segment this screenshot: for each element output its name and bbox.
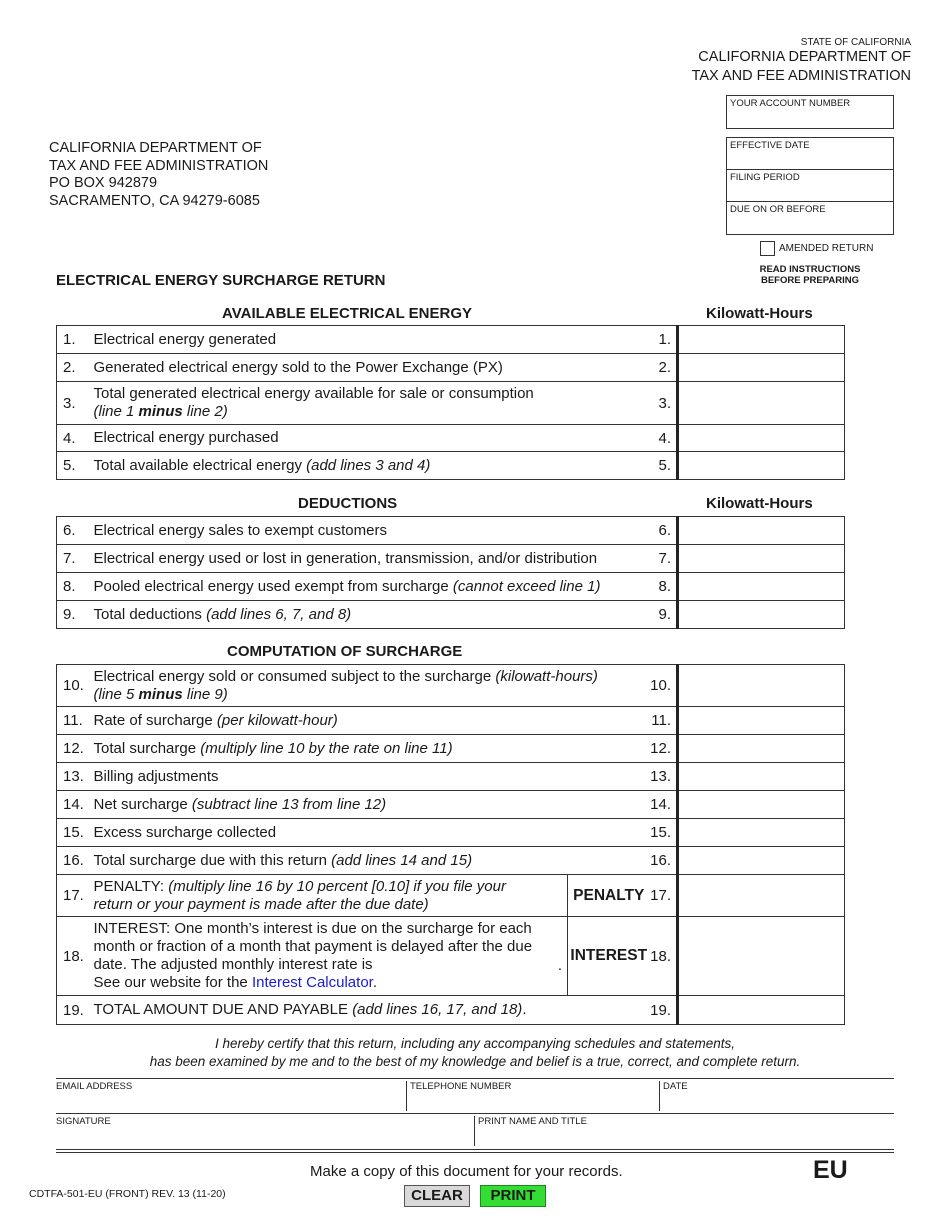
amended-return — [760, 241, 873, 256]
deductions-table — [56, 516, 845, 629]
amended-return-checkbox[interactable] — [760, 241, 775, 256]
line-text: . — [522, 1001, 527, 1018]
account-info-box — [726, 137, 894, 235]
print-name-label: PRINT NAME AND TITLE — [478, 1116, 587, 1127]
line-text: Electrical energy sold or consumed subject to the surcharge — [93, 667, 496, 685]
line-note: (line 1 — [93, 403, 139, 420]
date-field[interactable] — [659, 1081, 894, 1111]
agency-line-1: CALIFORNIA DEPARTMENT OF — [698, 49, 911, 65]
table-row — [57, 573, 845, 601]
line-ref: 17. — [650, 875, 678, 917]
line-ref: 19. — [650, 996, 678, 1025]
line-description — [90, 763, 650, 791]
table-row — [57, 847, 845, 875]
line-14-amount[interactable] — [678, 791, 845, 819]
line-description — [90, 452, 650, 480]
date-label: DATE — [663, 1081, 688, 1092]
line-description — [90, 707, 650, 735]
line-text: Total generated electrical energy available for sale or consumption — [93, 385, 534, 402]
line-note-bold: minus — [138, 685, 183, 703]
line-description — [90, 819, 650, 847]
line-note: line 2) — [182, 403, 228, 420]
table-row — [57, 819, 845, 847]
interest-label: INTEREST — [568, 917, 650, 996]
line-10-amount[interactable] — [678, 665, 845, 707]
table-row — [57, 354, 845, 382]
line-text: Excess surcharge collected — [93, 823, 277, 841]
signature-row — [56, 1113, 894, 1148]
line-number: 16. — [57, 847, 90, 875]
line-text: Electrical energy generated — [93, 330, 277, 348]
line-7-amount[interactable] — [678, 545, 845, 573]
email-field[interactable] — [56, 1081, 406, 1111]
print-button[interactable]: PRINT — [480, 1185, 546, 1207]
line-text: Generated electrical energy sold to the Power Exchange (PX) — [93, 358, 503, 376]
line-text: Total surcharge — [93, 739, 201, 757]
agency-name — [692, 48, 911, 86]
signature-bottom-rule — [56, 1149, 894, 1151]
read-instructions-note — [745, 264, 875, 286]
available-energy-table — [56, 325, 845, 480]
line-number: 1. — [57, 326, 90, 354]
line-description — [90, 996, 650, 1025]
mailing-address — [49, 140, 268, 210]
table-row — [57, 665, 845, 707]
table-row — [57, 735, 845, 763]
certification-line-2: has been examined by me and to the best of my knowledge and belief is a true, correct, and complete return. — [149, 1053, 801, 1069]
line-number: 2. — [57, 354, 90, 382]
line-number: 6. — [57, 517, 90, 545]
line-13-amount[interactable] — [678, 763, 845, 791]
kwh-header: Kilowatt-Hours — [706, 305, 813, 322]
effective-date-label: EFFECTIVE DATE — [730, 140, 810, 151]
state-label: STATE OF CALIFORNIA — [800, 37, 911, 48]
table-row — [57, 763, 845, 791]
line-text: Total surcharge due with this return — [93, 851, 332, 869]
kwh-header: Kilowatt-Hours — [706, 495, 813, 512]
form-title: ELECTRICAL ENERGY SURCHARGE RETURN — [56, 272, 386, 289]
line-number: 11. — [57, 707, 90, 735]
line-16-amount[interactable] — [678, 847, 845, 875]
signature-field[interactable] — [56, 1116, 474, 1146]
line-description — [90, 601, 650, 629]
line-text: Total deductions — [93, 605, 207, 623]
line-ref: 14. — [650, 791, 678, 819]
line-text: INTEREST: One month’s interest is due on the surcharge for each month or fraction of a month that payment is delayed after the due date. The adjusted monthly interest rate is — [93, 920, 533, 973]
due-date-field[interactable] — [727, 202, 893, 234]
line-note: (multiply line 10 by the rate on line 11) — [200, 739, 453, 757]
line-12-amount[interactable] — [678, 735, 845, 763]
form-number: CDTFA-501-EU (FRONT) REV. 13 (11-20) — [29, 1188, 226, 1200]
line-ref: 7. — [650, 545, 678, 573]
address-line: SACRAMENTO, CA 94279-6085 — [49, 192, 260, 209]
account-number-label: YOUR ACCOUNT NUMBER — [730, 98, 851, 109]
effective-date-field[interactable] — [727, 138, 893, 170]
line-ref: 2. — [650, 354, 678, 382]
penalty-label: PENALTY — [568, 875, 650, 917]
line-3-amount[interactable] — [678, 382, 845, 425]
signature-label: SIGNATURE — [56, 1116, 111, 1127]
line-description — [90, 326, 650, 354]
line-ref: 11. — [650, 707, 678, 735]
certification-line-1: I hereby certify that this return, including any accompanying schedules and statements, — [214, 1036, 736, 1051]
line-number: 9. — [57, 601, 90, 629]
table-row — [57, 707, 845, 735]
line-15-amount[interactable] — [678, 819, 845, 847]
line-text: TOTAL AMOUNT DUE AND PAYABLE — [93, 1001, 353, 1018]
line-number: 18. — [57, 917, 90, 996]
line-number: 13. — [57, 763, 90, 791]
line-description — [90, 735, 650, 763]
line-text: Total available electrical energy — [93, 456, 307, 474]
line-note: (line 5 — [93, 685, 139, 703]
line-text: PENALTY: — [93, 877, 169, 895]
filing-period-field[interactable] — [727, 170, 893, 202]
line-note: (subtract line 13 from line 12) — [191, 795, 387, 813]
line-note: (per kilowatt-hour) — [216, 711, 338, 729]
line-note: (add lines 3 and 4) — [306, 456, 431, 474]
line-ref: 16. — [650, 847, 678, 875]
instructions-line-2: BEFORE PREPARING — [760, 275, 859, 286]
section-available-heading: AVAILABLE ELECTRICAL ENERGY — [222, 305, 473, 322]
email-label: EMAIL ADDRESS — [56, 1081, 133, 1092]
line-5-amount[interactable] — [678, 452, 845, 480]
line-11-amount[interactable] — [678, 707, 845, 735]
line-ref: 9. — [650, 601, 678, 629]
line-number: 5. — [57, 452, 90, 480]
line-number: 8. — [57, 573, 90, 601]
line-description — [90, 425, 650, 452]
line-description — [90, 573, 650, 601]
line-ref: 6. — [650, 517, 678, 545]
table-row — [57, 875, 845, 917]
telephone-label: TELEPHONE NUMBER — [410, 1081, 512, 1092]
instructions-line-1: READ INSTRUCTIONS — [759, 264, 861, 275]
line-ref: 1. — [650, 326, 678, 354]
table-row — [57, 996, 845, 1025]
table-row — [57, 791, 845, 819]
line-number: 14. — [57, 791, 90, 819]
address-line: CALIFORNIA DEPARTMENT OF — [49, 140, 262, 156]
line-9-amount[interactable] — [678, 601, 845, 629]
clear-button[interactable]: CLEAR — [404, 1185, 470, 1207]
line-note: (add lines 16, 17, and 18) — [352, 1001, 523, 1018]
line-description — [90, 847, 650, 875]
table-row — [57, 425, 845, 452]
copy-note: Make a copy of this document for your records. — [310, 1163, 623, 1180]
line-note: (cannot exceed line 1) — [452, 577, 601, 595]
line-ref: 4. — [650, 425, 678, 452]
line-text: Billing adjustments — [93, 767, 219, 785]
line-17-amount[interactable] — [678, 875, 845, 917]
line-6-amount[interactable] — [678, 517, 845, 545]
table-row — [57, 326, 845, 354]
line-note: (add lines 14 and 15) — [331, 851, 473, 869]
line-description — [90, 354, 650, 382]
line-number: 3. — [57, 382, 90, 425]
line-ref: 3. — [650, 382, 678, 425]
line-number: 4. — [57, 425, 90, 452]
line-note: line 9) — [182, 685, 228, 703]
table-row — [57, 545, 845, 573]
account-number-field[interactable] — [726, 95, 894, 129]
table-row — [57, 382, 845, 425]
line-text: Electrical energy sales to exempt customers — [93, 521, 387, 539]
line-text: Pooled electrical energy used exempt from surcharge — [93, 577, 453, 595]
line-ref: 12. — [650, 735, 678, 763]
line-1-amount[interactable] — [678, 326, 845, 354]
table-row — [57, 517, 845, 545]
line-number: 7. — [57, 545, 90, 573]
line-4-amount[interactable] — [678, 425, 845, 452]
line-number: 17. — [57, 875, 90, 917]
line-note: (add lines 6, 7, and 8) — [206, 605, 352, 623]
line-number: 12. — [57, 735, 90, 763]
contact-row — [56, 1078, 894, 1113]
table-row — [57, 452, 845, 480]
line-ref: 13. — [650, 763, 678, 791]
line-note: (kilowatt-hours) — [495, 667, 598, 685]
computation-table — [56, 664, 845, 1025]
line-description — [90, 545, 650, 573]
due-date-label: DUE ON OR BEFORE — [730, 204, 826, 215]
line-text: . — [372, 974, 378, 991]
print-name-field[interactable] — [474, 1116, 894, 1146]
section-computation-heading: COMPUTATION OF SURCHARGE — [227, 643, 463, 660]
line-text: Electrical energy purchased — [93, 429, 279, 446]
amended-return-label: AMENDED RETURN — [779, 243, 874, 254]
line-19-amount[interactable] — [678, 996, 845, 1025]
line-number: 19. — [57, 996, 90, 1025]
line-number: 15. — [57, 819, 90, 847]
line-text: Net surcharge — [93, 795, 192, 813]
certification-statement — [56, 1035, 894, 1070]
address-line: TAX AND FEE ADMINISTRATION — [49, 157, 269, 174]
line-description — [90, 917, 568, 996]
telephone-field[interactable] — [406, 1081, 659, 1111]
line-ref: 5. — [650, 452, 678, 480]
line-ref: 8. — [650, 573, 678, 601]
line-description — [90, 517, 650, 545]
line-description — [90, 791, 650, 819]
line-8-amount[interactable] — [678, 573, 845, 601]
form-code: EU — [813, 1156, 848, 1184]
line-ref: 18. — [650, 917, 678, 996]
section-deductions-heading: DEDUCTIONS — [298, 495, 398, 512]
agency-line-2: TAX AND FEE ADMINISTRATION — [691, 68, 911, 84]
line-2-amount[interactable] — [678, 354, 845, 382]
line-description — [90, 382, 650, 425]
signature-block — [56, 1078, 894, 1153]
line-ref: 15. — [650, 819, 678, 847]
table-row — [57, 601, 845, 629]
line-text: See our website for the — [93, 974, 252, 991]
filing-period-label: FILING PERIOD — [730, 172, 800, 183]
line-text: Rate of surcharge — [93, 711, 217, 729]
line-note-bold: minus — [138, 403, 183, 420]
table-row — [57, 917, 845, 996]
line-description — [90, 665, 650, 707]
line-number: 10. — [57, 665, 90, 707]
address-line: PO BOX 942879 — [49, 175, 158, 191]
line-note: (multiply line 16 by 10 percent [0.10] if you file your return or your payment is made after the due date) — [93, 877, 506, 913]
line-18-amount[interactable] — [678, 917, 845, 996]
line-ref: 10. — [650, 665, 678, 707]
interest-calculator-link[interactable]: Interest Calculator — [251, 974, 373, 991]
interest-rate-dot: . — [557, 957, 562, 974]
line-text: Electrical energy used or lost in generation, transmission, and/or distribution — [93, 549, 598, 567]
signature-bottom-rule — [56, 1152, 894, 1153]
line-description — [90, 875, 568, 917]
